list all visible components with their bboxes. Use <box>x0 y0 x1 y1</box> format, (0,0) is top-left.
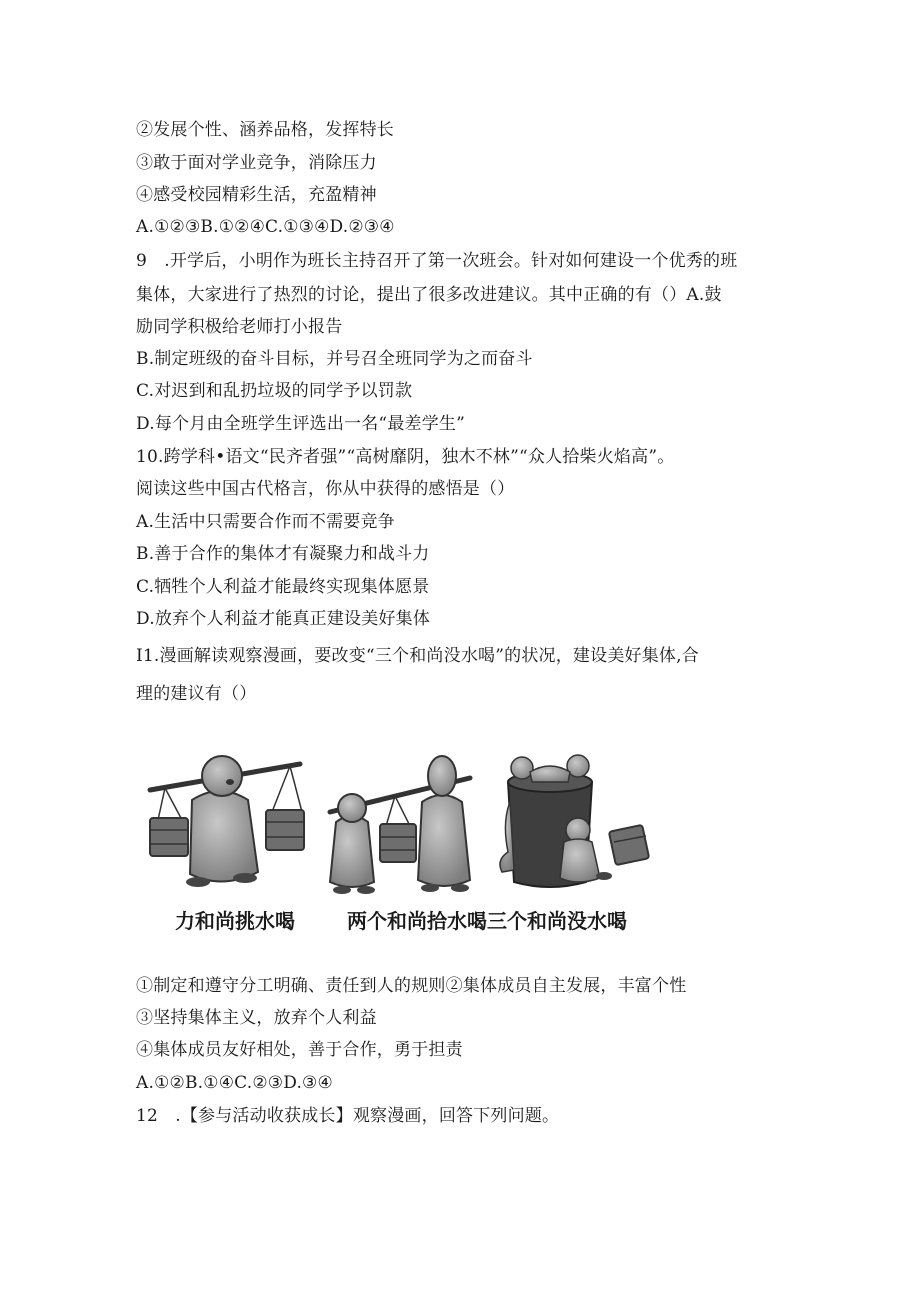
q10-option-d: D.放弃个人利益才能真正建设美好集体 <box>136 609 431 629</box>
q8-choices: A.①②③B.①②④C.①③④D.②③④ <box>136 217 395 237</box>
panel-three-monks <box>500 755 649 887</box>
q11-stem-line-1: I1.漫画解读观察漫画，要改变“三个和尚没水喝”的状况，建设美好集体,合 <box>136 646 699 666</box>
panel-two-monks <box>330 756 470 894</box>
cartoon-caption-1: 力和尚挑水喝 <box>175 909 295 933</box>
q11-item-line-1: ①制定和遵守分工明确、责任到人的规则②集体成员自主发展，丰富个性 <box>136 976 687 996</box>
q10-option-a: A.生活中只需要合作而不需要竞争 <box>136 512 395 532</box>
q8-option-2: ②发展个性、涵养品格，发挥特长 <box>136 120 394 140</box>
cartoon-caption-2: 两个和尚拾水喝三个和尚没水喝 <box>347 909 627 933</box>
q11-stem-line-2: 理的建议有（） <box>136 684 257 704</box>
q11-choices: A.①②B.①④C.②③D.③④ <box>136 1073 333 1093</box>
panel-one-monk <box>150 756 304 887</box>
q9-stem-line-2: 集体，大家进行了热烈的讨论，提出了很多改进建议。其中正确的有（）A.鼓 <box>136 285 722 305</box>
monks-cartoon-illustration <box>130 742 670 902</box>
q11-item-line-3: ④集体成员友好相处，善于合作，勇于担责 <box>136 1040 463 1060</box>
q9-stem-line-1: 9 .开学后，小明作为班长主持召开了第一次班会。针对如何建设一个优秀的班 <box>136 251 738 271</box>
q8-option-4: ④感受校园精彩生活，充盈精神 <box>136 185 377 205</box>
q10-option-b: B.善于合作的集体才有凝聚力和战斗力 <box>136 544 430 564</box>
q10-stem-line-2: 阅读这些中国古代格言，你从中获得的感悟是（） <box>136 479 515 499</box>
q9-option-b: B.制定班级的奋斗目标，并号召全班同学为之而奋斗 <box>136 349 533 369</box>
q9-stem-line-3: 励同学积极给老师打小报告 <box>136 317 343 337</box>
q9-option-d: D.每个月由全班学生评选出一名“最差学生” <box>136 414 466 434</box>
q12-stem: 12 .【参与活动收获成长】观察漫画，回答下列问题。 <box>136 1106 560 1126</box>
q9-option-c: C.对迟到和乱扔垃圾的同学予以罚款 <box>136 381 413 401</box>
q10-stem-line-1: 10.跨学科•语文“民齐者强”“高树靡阴，独木不林”“众人拾柴火焰高”。 <box>136 447 675 467</box>
cartoon-captions <box>0 905 920 935</box>
q8-option-3: ③敢于面对学业竞争，消除压力 <box>136 153 377 173</box>
q11-item-line-2: ③坚持集体主义，放弃个人利益 <box>136 1008 377 1028</box>
q10-option-c: C.牺牲个人利益才能最终实现集体愿景 <box>136 577 430 597</box>
